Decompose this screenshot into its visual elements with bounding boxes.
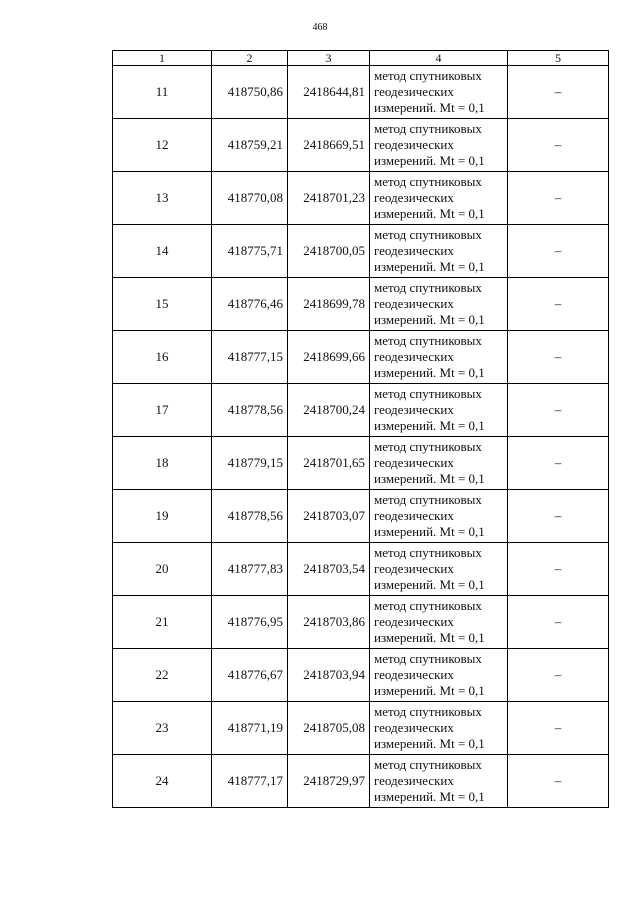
method-line: метод спутниковых	[374, 598, 482, 613]
note-cell: –	[508, 702, 609, 755]
note-cell: –	[508, 119, 609, 172]
x-coordinate-cell: 418759,21	[212, 119, 288, 172]
point-number-cell: 24	[113, 755, 212, 808]
x-coordinate-cell: 418770,08	[212, 172, 288, 225]
y-coordinate-cell: 2418700,24	[288, 384, 370, 437]
table-row	[113, 755, 609, 808]
method-cell	[370, 278, 508, 331]
note-cell: –	[508, 225, 609, 278]
column-header: 4	[370, 51, 508, 66]
point-number-cell: 21	[113, 596, 212, 649]
method-line: измерений. Mt = 0,1	[374, 471, 485, 486]
page-number: 468	[312, 22, 328, 33]
method-line: геодезических	[374, 561, 454, 576]
point-number-cell: 11	[113, 66, 212, 119]
y-coordinate-cell: 2418701,65	[288, 437, 370, 490]
method-line: метод спутниковых	[374, 121, 482, 136]
column-header: 5	[508, 51, 609, 66]
table-header	[113, 51, 609, 66]
method-line: геодезических	[374, 84, 454, 99]
method-cell	[370, 543, 508, 596]
y-coordinate-cell: 2418703,54	[288, 543, 370, 596]
x-coordinate-cell: 418776,67	[212, 649, 288, 702]
note-cell: –	[508, 331, 609, 384]
method-line: геодезических	[374, 614, 454, 629]
method-line: геодезических	[374, 243, 454, 258]
point-number-cell: 23	[113, 702, 212, 755]
method-line: измерений. Mt = 0,1	[374, 365, 485, 380]
method-line: измерений. Mt = 0,1	[374, 577, 485, 592]
note-cell: –	[508, 596, 609, 649]
method-cell	[370, 437, 508, 490]
method-line: метод спутниковых	[374, 545, 482, 560]
table-row	[113, 225, 609, 278]
y-coordinate-cell: 2418700,05	[288, 225, 370, 278]
note-cell: –	[508, 278, 609, 331]
x-coordinate-cell: 418775,71	[212, 225, 288, 278]
method-line: измерений. Mt = 0,1	[374, 206, 485, 221]
point-number-cell: 19	[113, 490, 212, 543]
method-line: измерений. Mt = 0,1	[374, 153, 485, 168]
method-line: геодезических	[374, 349, 454, 364]
y-coordinate-cell: 2418705,08	[288, 702, 370, 755]
table-row	[113, 331, 609, 384]
note-cell: –	[508, 384, 609, 437]
y-coordinate-cell: 2418703,07	[288, 490, 370, 543]
method-line: геодезических	[374, 137, 454, 152]
method-cell	[370, 331, 508, 384]
x-coordinate-cell: 418777,15	[212, 331, 288, 384]
y-coordinate-cell: 2418729,97	[288, 755, 370, 808]
method-cell	[370, 66, 508, 119]
method-line: метод спутниковых	[374, 704, 482, 719]
table-row	[113, 278, 609, 331]
method-line: измерений. Mt = 0,1	[374, 524, 485, 539]
note-cell: –	[508, 66, 609, 119]
method-cell	[370, 649, 508, 702]
method-line: измерений. Mt = 0,1	[374, 683, 485, 698]
note-cell: –	[508, 437, 609, 490]
method-line: измерений. Mt = 0,1	[374, 736, 485, 751]
method-line: метод спутниковых	[374, 174, 482, 189]
method-line: геодезических	[374, 667, 454, 682]
method-line: геодезических	[374, 455, 454, 470]
method-line: метод спутниковых	[374, 757, 482, 772]
point-number-cell: 13	[113, 172, 212, 225]
x-coordinate-cell: 418771,19	[212, 702, 288, 755]
note-cell: –	[508, 755, 609, 808]
method-line: измерений. Mt = 0,1	[374, 259, 485, 274]
method-line: метод спутниковых	[374, 68, 482, 83]
method-line: метод спутниковых	[374, 386, 482, 401]
point-number-cell: 22	[113, 649, 212, 702]
y-coordinate-cell: 2418669,51	[288, 119, 370, 172]
method-line: геодезических	[374, 402, 454, 417]
method-line: измерений. Mt = 0,1	[374, 789, 485, 804]
method-cell	[370, 119, 508, 172]
point-number-cell: 17	[113, 384, 212, 437]
y-coordinate-cell: 2418701,23	[288, 172, 370, 225]
point-number-cell: 18	[113, 437, 212, 490]
method-line: метод спутниковых	[374, 439, 482, 454]
column-header: 2	[212, 51, 288, 66]
note-cell: –	[508, 649, 609, 702]
point-number-cell: 14	[113, 225, 212, 278]
method-cell	[370, 755, 508, 808]
x-coordinate-cell: 418778,56	[212, 490, 288, 543]
method-line: измерений. Mt = 0,1	[374, 418, 485, 433]
method-line: метод спутниковых	[374, 333, 482, 348]
y-coordinate-cell: 2418703,94	[288, 649, 370, 702]
x-coordinate-cell: 418777,83	[212, 543, 288, 596]
y-coordinate-cell: 2418699,66	[288, 331, 370, 384]
method-line: геодезических	[374, 773, 454, 788]
method-cell	[370, 702, 508, 755]
x-coordinate-cell: 418776,95	[212, 596, 288, 649]
point-number-cell: 16	[113, 331, 212, 384]
method-cell	[370, 384, 508, 437]
method-cell	[370, 596, 508, 649]
coordinates-table	[112, 50, 609, 808]
table-row	[113, 490, 609, 543]
y-coordinate-cell: 2418703,86	[288, 596, 370, 649]
table-body	[113, 66, 609, 808]
method-line: геодезических	[374, 190, 454, 205]
table-row	[113, 172, 609, 225]
method-line: геодезических	[374, 296, 454, 311]
table-row	[113, 543, 609, 596]
method-cell	[370, 225, 508, 278]
table-row	[113, 702, 609, 755]
table-row	[113, 649, 609, 702]
method-line: метод спутниковых	[374, 280, 482, 295]
table-row	[113, 596, 609, 649]
y-coordinate-cell: 2418699,78	[288, 278, 370, 331]
method-line: геодезических	[374, 508, 454, 523]
table-row	[113, 119, 609, 172]
note-cell: –	[508, 543, 609, 596]
x-coordinate-cell: 418776,46	[212, 278, 288, 331]
x-coordinate-cell: 418777,17	[212, 755, 288, 808]
method-cell	[370, 490, 508, 543]
point-number-cell: 20	[113, 543, 212, 596]
column-header: 3	[288, 51, 370, 66]
point-number-cell: 12	[113, 119, 212, 172]
method-line: геодезических	[374, 720, 454, 735]
table-header-row	[113, 51, 609, 66]
method-line: измерений. Mt = 0,1	[374, 630, 485, 645]
y-coordinate-cell: 2418644,81	[288, 66, 370, 119]
table-row	[113, 66, 609, 119]
x-coordinate-cell: 418779,15	[212, 437, 288, 490]
table-row	[113, 384, 609, 437]
method-line: метод спутниковых	[374, 651, 482, 666]
note-cell: –	[508, 172, 609, 225]
note-cell: –	[508, 490, 609, 543]
method-line: метод спутниковых	[374, 227, 482, 242]
x-coordinate-cell: 418778,56	[212, 384, 288, 437]
method-line: измерений. Mt = 0,1	[374, 100, 485, 115]
point-number-cell: 15	[113, 278, 212, 331]
method-line: метод спутниковых	[374, 492, 482, 507]
x-coordinate-cell: 418750,86	[212, 66, 288, 119]
table-row	[113, 437, 609, 490]
method-line: измерений. Mt = 0,1	[374, 312, 485, 327]
column-header: 1	[113, 51, 212, 66]
method-cell	[370, 172, 508, 225]
